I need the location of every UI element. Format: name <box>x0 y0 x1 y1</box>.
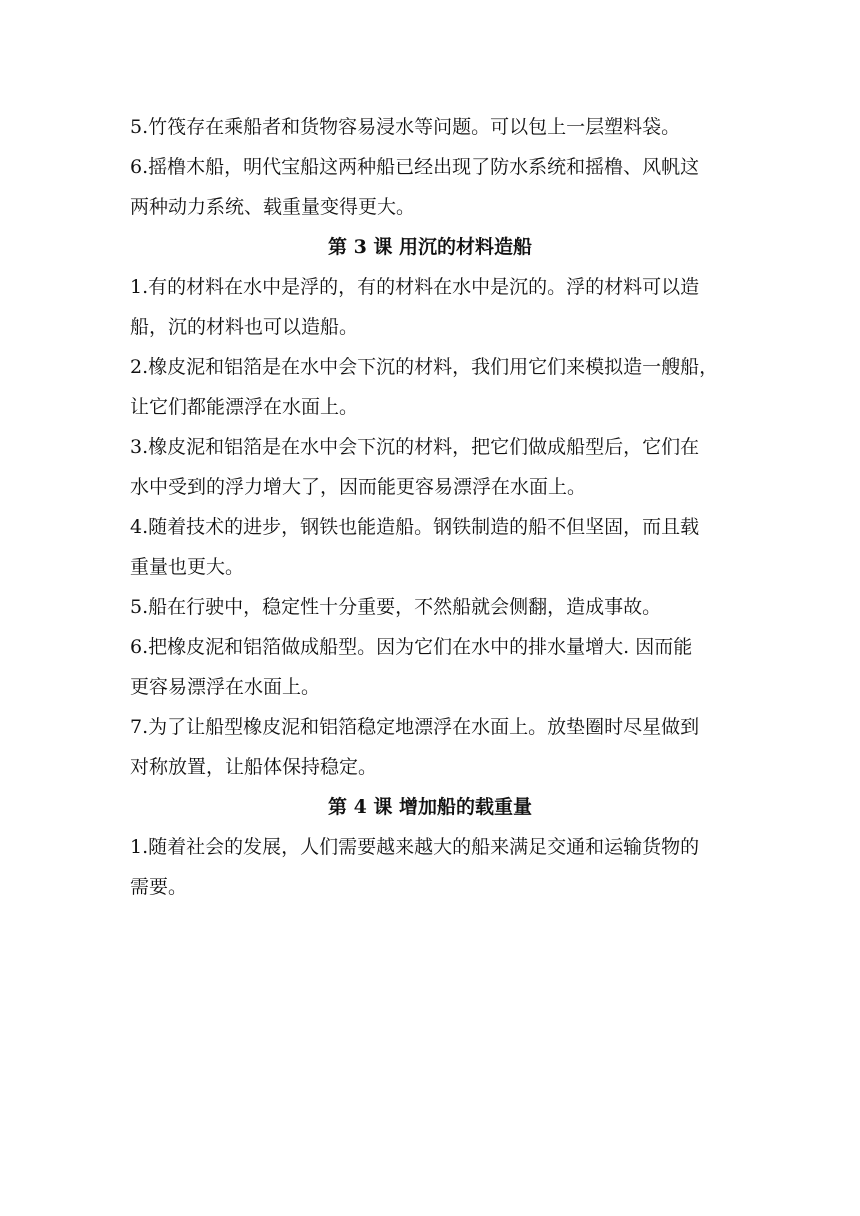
paragraph-line: 对称放置，让船体保持稳定。 <box>130 756 378 778</box>
paragraph-line: 4.随着技术的进步，钢铁也能造船。钢铁制造的船不但坚固，而且载 <box>130 516 700 538</box>
paragraph-line: 船，沉的材料也可以造船。 <box>130 316 359 338</box>
paragraph-line: 6.把橡皮泥和铝箔做成船型。因为它们在水中的排水量增大. 因而能 <box>130 636 693 658</box>
paragraph-line: 6.摇橹木船，明代宝船这两种船已经出现了防水系统和摇橹、风帆这 <box>130 156 700 178</box>
paragraph-line: 1.有的材料在水中是浮的，有的材料在水中是沉的。浮的材料可以造 <box>130 276 700 298</box>
paragraph-line: 2.橡皮泥和铝箔是在水中会下沉的材料，我们用它们来模拟造一艘船， <box>130 356 719 378</box>
paragraph-line: 重量也更大。 <box>130 556 245 578</box>
paragraph-line: 需要。 <box>130 876 188 898</box>
paragraph-line: 7.为了让船型橡皮泥和铝箔稳定地漂浮在水面上。放垫圈时尽星做到 <box>130 716 700 738</box>
paragraph-line: 5.船在行驶中，稳定性十分重要，不然船就会侧翻，造成事故。 <box>130 596 662 618</box>
lesson-3-heading: 第 3 课 用沉的材料造船 <box>327 236 533 258</box>
paragraph-line: 更容易漂浮在水面上。 <box>130 676 321 698</box>
lesson-4-heading: 第 4 课 增加船的载重量 <box>327 796 533 818</box>
paragraph-line: 水中受到的浮力增大了，因而能更容易漂浮在水面上。 <box>130 476 587 498</box>
paragraph-line: 让它们都能漂浮在水面上。 <box>130 396 359 418</box>
document-body <box>130 107 730 907</box>
paragraph-line: 3.橡皮泥和铝箔是在水中会下沉的材料，把它们做成船型后，它们在 <box>130 436 700 458</box>
paragraph-line: 1.随着社会的发展，人们需要越来越大的船来满足交通和运输货物的 <box>130 836 700 858</box>
paragraph-line: 两种动力系统、载重量变得更大。 <box>130 196 416 218</box>
paragraph-line: 5.竹筏存在乘船者和货物容易浸水等问题。可以包上一层塑料袋。 <box>130 116 681 138</box>
